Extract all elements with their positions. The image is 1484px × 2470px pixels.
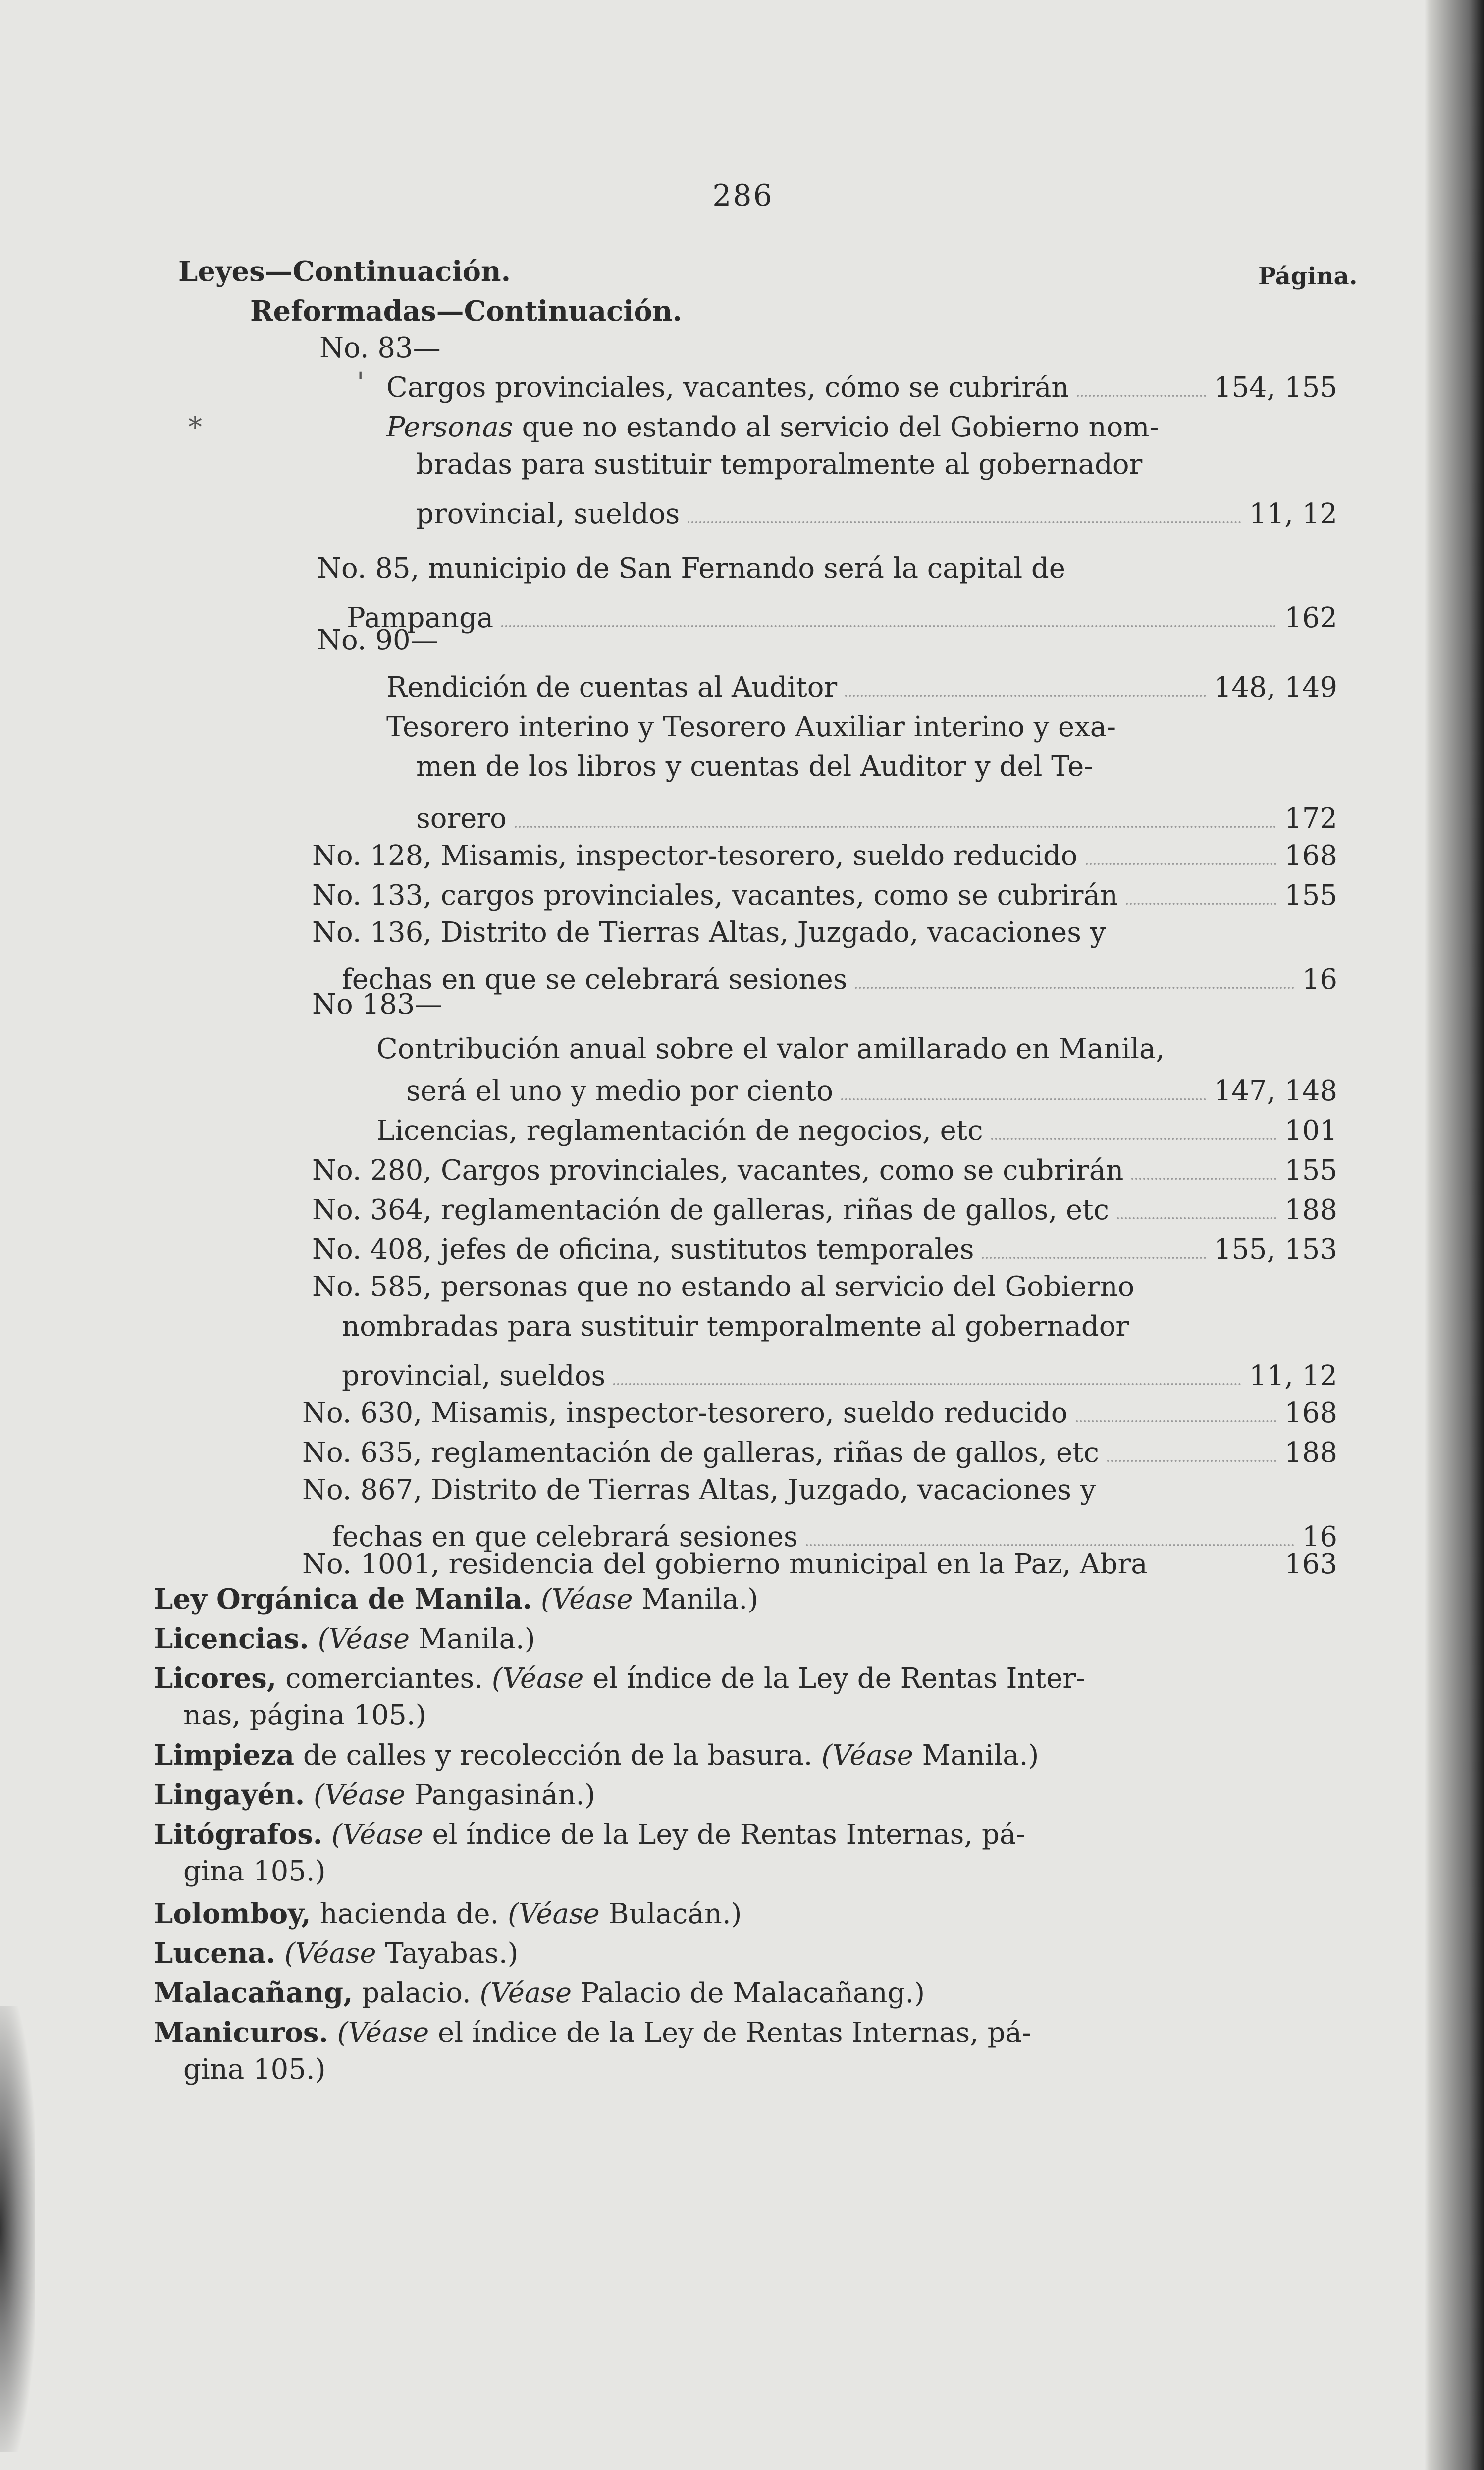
index-line: No. 630, Misamis, inspector-tesorero, sueldo reducido 168 xyxy=(302,1397,1337,1429)
heading-leyes: Leyes—Continuación. xyxy=(178,255,511,288)
index-line: sorero 172 xyxy=(416,803,1337,835)
index-line: fechas en que celebrará sesiones 16 xyxy=(332,1521,1337,1553)
entry-lolomboy: Lolomboy, hacienda de. (Véase Bulacán.) xyxy=(154,1897,742,1930)
scan-shadow-edge xyxy=(1425,0,1484,2470)
index-line: bradas para sustituir temporalmente al gobernador xyxy=(416,448,1143,481)
entry-no-183: No 183— xyxy=(312,988,443,1020)
entry-licores-cont: nas, página 105.) xyxy=(183,1699,426,1731)
index-line: No. 585, personas que no estando al servicio del Gobierno xyxy=(312,1271,1135,1303)
entry-malacanang: Malacañang, palacio. (Véase Palacio de Malacañang.) xyxy=(154,1977,925,2009)
column-header-pagina: Página. xyxy=(1258,263,1358,290)
entry-limpieza: Limpieza de calles y recolección de la basura. (Véase Manila.) xyxy=(154,1739,1039,1772)
index-line: será el uno y medio por ciento 147, 148 xyxy=(406,1075,1337,1107)
index-line: Tesorero interino y Tesorero Auxiliar interino y exa- xyxy=(386,711,1116,743)
index-line: Contribución anual sobre el valor amillarado en Manila, xyxy=(376,1033,1165,1065)
page-number: 286 xyxy=(712,178,774,213)
entry-licores: Licores, comerciantes. (Véase el índice de la Ley de Rentas Inter- xyxy=(154,1662,1085,1695)
index-line: No. 85, municipio de San Fernando será la capital de xyxy=(317,552,1065,585)
index-line: No. 133, cargos provinciales, vacantes, como se cubrirán 155 xyxy=(312,879,1337,912)
index-line: No. 364, reglamentación de galleras, riñas de gallos, etc 188 xyxy=(312,1194,1337,1226)
index-line: No. 1001, residencia del gobierno municipal en la Paz, Abra 163 xyxy=(302,1548,1337,1580)
entry-lingayen: Lingayén. (Véase Pangasinán.) xyxy=(154,1778,596,1811)
index-line: provincial, sueldos 11, 12 xyxy=(342,1360,1337,1392)
index-line: Cargos provinciales, vacantes, cómo se cubrirán 154, 155 xyxy=(386,372,1337,404)
entry-licencias: Licencias. (Véase Manila.) xyxy=(154,1622,535,1655)
index-line: Licencias, reglamentación de negocios, etc 101 xyxy=(376,1115,1337,1147)
scan-shadow-spot xyxy=(0,2006,35,2452)
subheading-reformadas: Reformadas—Continuación. xyxy=(250,295,683,327)
index-line: provincial, sueldos 11, 12 xyxy=(416,498,1337,530)
entry-manicuros: Manicuros. (Véase el índice de la Ley de Rentas Internas, pá- xyxy=(154,2016,1031,2049)
entry-no-83: No. 83— xyxy=(319,332,441,364)
index-line: fechas en que se celebrará sesiones 16 xyxy=(342,964,1337,996)
index-line: men de los libros y cuentas del Auditor y del Te- xyxy=(416,751,1094,783)
index-line: Rendición de cuentas al Auditor 148, 149 xyxy=(386,671,1337,703)
index-line: Personas que no estando al servicio del Gobierno nom- xyxy=(386,411,1159,443)
index-line: No. 280, Cargos provinciales, vacantes, como se cubrirán 155 xyxy=(312,1154,1337,1186)
entry-lucena: Lucena. (Véase Tayabas.) xyxy=(154,1937,519,1970)
index-line: nombradas para sustituir temporalmente al gobernador xyxy=(342,1310,1129,1342)
index-line: No. 635, reglamentación de galleras, riñas de gallos, etc 188 xyxy=(302,1437,1337,1469)
index-line: No. 136, Distrito de Tierras Altas, Juzgado, vacaciones y xyxy=(312,916,1106,949)
entry-litografos: Litógrafos. (Véase el índice de la Ley de Rentas Internas, pá- xyxy=(154,1818,1026,1851)
entry-manicuros-cont: gina 105.) xyxy=(183,2053,326,2086)
index-line: No. 128, Misamis, inspector-tesorero, sueldo reducido 168 xyxy=(312,840,1337,872)
scan-mark: * xyxy=(188,411,202,443)
entry-litografos-cont: gina 105.) xyxy=(183,1855,326,1887)
entry-no-90: No. 90— xyxy=(317,624,438,656)
entry-ley-organica: Ley Orgánica de Manila. (Véase Manila.) xyxy=(154,1583,759,1615)
scan-mark: ' xyxy=(357,367,365,399)
index-line: No. 408, jefes de oficina, sustitutos temporales 155, 153 xyxy=(312,1234,1337,1266)
index-line: No. 867, Distrito de Tierras Altas, Juzgado, vacaciones y xyxy=(302,1474,1096,1506)
index-line: Pampanga 162 xyxy=(347,602,1337,634)
